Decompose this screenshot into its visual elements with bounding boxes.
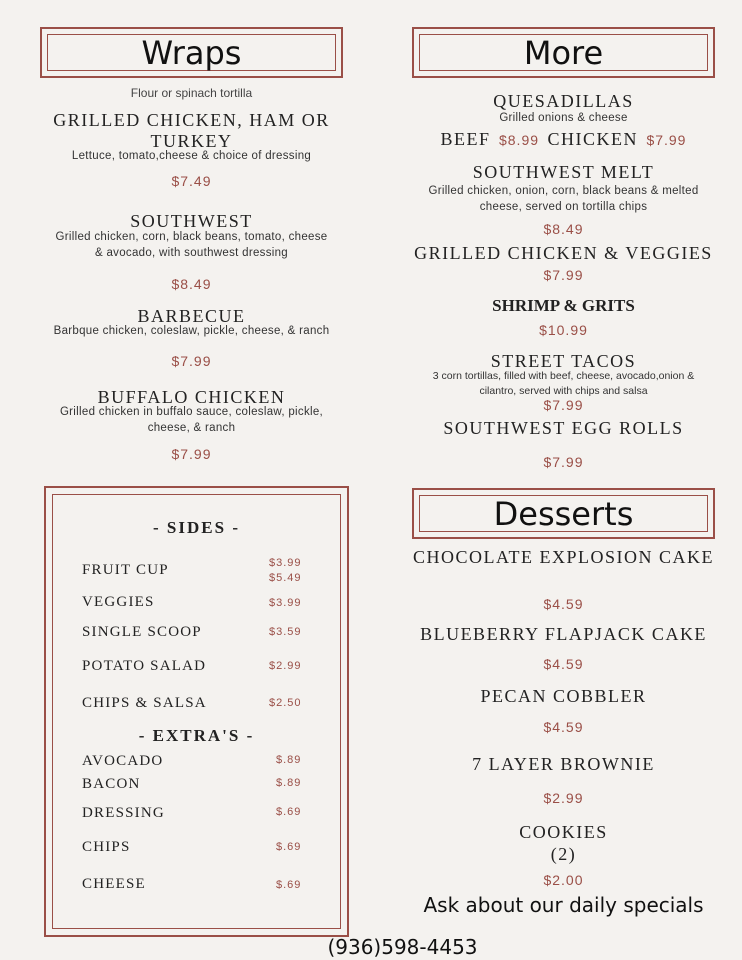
dessert-name-qty: (2) xyxy=(550,844,577,864)
more-item-price: $7.99 xyxy=(543,397,584,413)
more-item-price: $7.99 xyxy=(543,267,584,283)
dessert-name: PECAN COBBLER xyxy=(480,686,647,706)
more-item-desc: 3 corn tortillas, filled with beef, cheese, avocado,onion & cilantro, served with chips and salsa xyxy=(432,370,695,397)
extra-name: AVOCADO xyxy=(82,753,164,769)
more-item-price: $10.99 xyxy=(539,322,588,338)
extra-price: $.69 xyxy=(276,879,302,891)
wraps-subtitle: Flour or spinach tortilla xyxy=(130,86,253,100)
extra-price: $.69 xyxy=(276,841,302,853)
chicken-label: CHICKEN xyxy=(547,129,638,149)
side-price: $2.50 xyxy=(269,697,302,709)
quesadillas-prices xyxy=(412,129,715,150)
wraps-header xyxy=(40,27,343,78)
dessert-price: $4.59 xyxy=(543,656,584,672)
wraps-title: Wraps xyxy=(47,34,336,71)
more-item-price: $8.49 xyxy=(543,221,584,237)
extra-price: $.69 xyxy=(276,806,302,818)
side-name: FRUIT CUP xyxy=(82,562,169,578)
side-price: $3.59 xyxy=(269,626,302,638)
side-price-alt: $5.49 xyxy=(269,572,302,584)
quesadillas-desc: Grilled onions & cheese xyxy=(499,112,628,124)
wrap-desc: Barbque chicken, coleslaw, pickle, cheese, & ranch xyxy=(53,325,330,337)
more-item-desc: Grilled chicken, onion, corn, black beans & melted cheese, served on tortilla chips xyxy=(428,185,699,213)
wrap-name: GRILLED CHICKEN, HAM OR TURKEY xyxy=(53,110,330,151)
wrap-name: BUFFALO CHICKEN xyxy=(97,387,286,407)
dessert-name: 7 LAYER BROWNIE xyxy=(472,754,655,774)
extras-title: - EXTRA'S - xyxy=(138,726,255,745)
extra-name: BACON xyxy=(82,776,141,792)
side-price: $2.99 xyxy=(269,660,302,672)
desserts-title: Desserts xyxy=(419,495,708,532)
dessert-price: $4.59 xyxy=(543,719,584,735)
extra-name: CHEESE xyxy=(82,876,146,892)
extra-price: $.89 xyxy=(276,777,302,789)
wrap-desc: Grilled chicken in buffalo sauce, coleslaw, pickle, cheese, & ranch xyxy=(59,406,324,434)
beef-price: $8.99 xyxy=(498,132,540,148)
dessert-name: BLUEBERRY FLAPJACK CAKE xyxy=(420,624,707,644)
side-price: $3.99 xyxy=(269,597,302,609)
wrap-name: BARBECUE xyxy=(137,306,246,326)
wrap-name: SOUTHWEST xyxy=(130,211,253,231)
desserts-header xyxy=(412,488,715,539)
phone-number[interactable]: (936)598-4453 xyxy=(327,935,478,959)
side-price: $3.99 xyxy=(269,557,302,569)
wrap-desc: Lettuce, tomato,cheese & choice of dressing xyxy=(71,150,312,162)
more-item-name: STREET TACOS xyxy=(490,351,637,371)
more-item-name: SOUTHWEST EGG ROLLS xyxy=(443,418,684,438)
more-item-name: GRILLED CHICKEN & VEGGIES xyxy=(414,243,713,263)
wrap-desc: Grilled chicken, corn, black beans, tomato, cheese & avocado, with southwest dressing xyxy=(55,231,328,259)
dessert-price: $2.99 xyxy=(543,790,584,806)
extra-name: CHIPS xyxy=(82,839,131,855)
quesadillas-name: QUESADILLAS xyxy=(493,91,634,111)
dessert-name: CHOCOLATE EXPLOSION CAKE xyxy=(413,547,714,567)
more-header xyxy=(412,27,715,78)
dessert-name: COOKIES xyxy=(519,822,608,842)
side-name: CHIPS & SALSA xyxy=(82,695,207,711)
side-name: VEGGIES xyxy=(82,594,155,610)
more-item-name: SOUTHWEST MELT xyxy=(472,162,655,182)
wrap-price: $7.99 xyxy=(171,446,212,462)
chicken-price: $7.99 xyxy=(646,132,687,148)
dessert-price: $4.59 xyxy=(543,596,584,612)
dessert-price: $2.00 xyxy=(543,872,584,888)
wrap-price: $7.49 xyxy=(171,173,212,189)
extra-price: $.89 xyxy=(276,754,302,766)
wrap-price: $7.99 xyxy=(171,353,212,369)
side-name: SINGLE SCOOP xyxy=(82,624,202,640)
more-title: More xyxy=(419,34,708,71)
specials-note: Ask about our daily specials xyxy=(423,893,704,917)
sides-title: - SIDES - xyxy=(153,518,240,537)
extra-name: DRESSING xyxy=(82,805,165,821)
more-item-price: $7.99 xyxy=(543,454,584,470)
wrap-price: $8.49 xyxy=(171,276,212,292)
side-name: POTATO SALAD xyxy=(82,658,207,674)
beef-label: BEEF xyxy=(440,129,491,149)
more-item-name: SHRIMP & GRITS xyxy=(492,296,635,315)
